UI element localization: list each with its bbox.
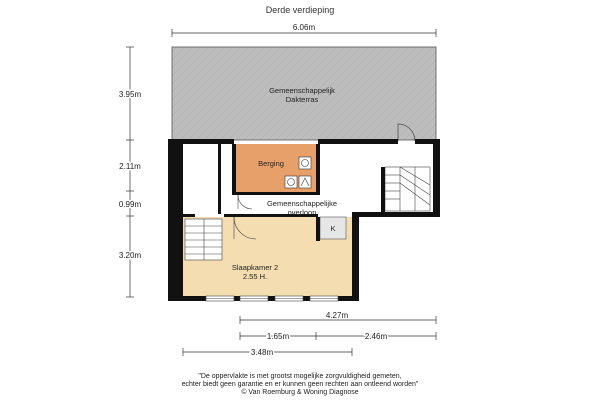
terrace-label-2: Dakterras (285, 95, 319, 104)
dim-terrace-height: 3.95m (118, 90, 142, 99)
overloop-label-1: Gemeenschappelijke (266, 199, 338, 208)
dim-overloop-height: 0.99m (118, 200, 142, 209)
dim-top-width: 6.06m (292, 23, 316, 32)
dim-bottom-right: 2.46m (364, 332, 388, 341)
dim-bottom-left: 1.65m (266, 332, 290, 341)
floor-title: Derde verdieping (265, 5, 335, 15)
berging-label: Berging (258, 159, 284, 168)
bottom-dimensions (183, 316, 436, 356)
slaapkamer-label-2: 2.55 H. (242, 272, 268, 281)
right-stair-wall (381, 167, 385, 213)
dim-bottom-total: 4.27m (325, 311, 349, 320)
cupboard-divider (316, 217, 320, 241)
disclaimer-line-1: "De oppervlakte is met grootst mogelijke zorgvuldigheid gemeten, (198, 373, 402, 380)
berging-door (238, 195, 252, 209)
overloop-label-2: overloop (287, 208, 317, 217)
terrace-label-1: Gemeenschappelijk (269, 86, 335, 95)
dim-slaapkamer-height: 3.20m (118, 251, 142, 260)
cupboard-label: K (330, 224, 336, 233)
slaapkamer-label-1: Slaapkamer 2 (231, 263, 279, 272)
right-staircase (385, 167, 430, 211)
dim-berging-height: 2.11m (119, 162, 141, 171)
left-staircase (185, 219, 222, 260)
dim-bottom-slaapkamer: 3.48m (250, 348, 274, 357)
copyright-line: © Van Roemburg & Woning Diagnose (241, 389, 359, 396)
disclaimer-line-2: echter biedt geen garantie en er kunnen geen rechten aan ontleend worden" (181, 381, 419, 388)
